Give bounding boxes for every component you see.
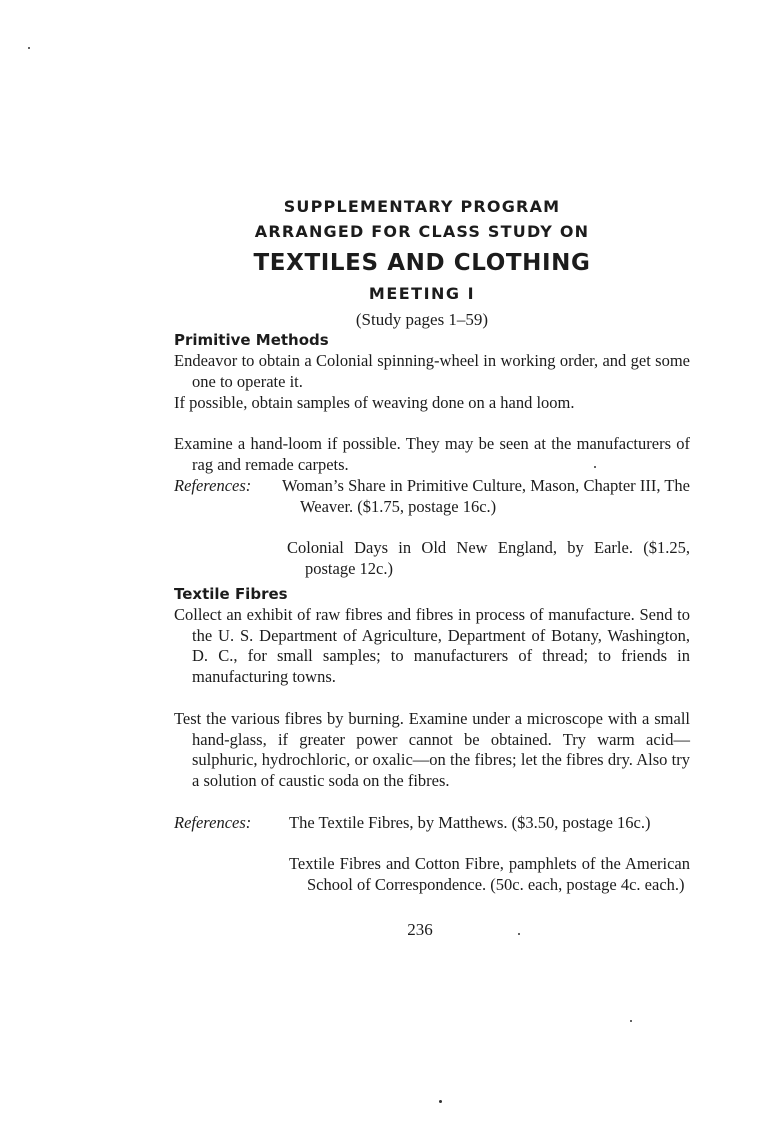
reference-item: The Textile Fibres, by Matthews. ($3.50, postage 16c.) (289, 813, 651, 832)
scan-speck (630, 1020, 632, 1022)
scan-speck (594, 466, 596, 468)
scan-speck (439, 1100, 442, 1103)
references-label: References: (174, 476, 252, 495)
section-heading-textile-fibres: Textile Fibres (174, 585, 288, 603)
page-title: TEXTILES AND CLOTHING (253, 250, 591, 276)
paragraph: Endeavor to obtain a Colonial spinning-wheel in working order, and get some one to operate it. (174, 351, 690, 391)
paragraph: If possible, obtain samples of weaving done on a hand loom. (174, 393, 575, 412)
reference-item: Textile Fibres and Cotton Fibre, pamphlets of the American School of Correspondence. (50c. each, postage 4c. each.) (289, 854, 690, 894)
paragraph: Test the various fibres by burning. Examine under a microscope with a small hand-glass, if greater power cannot be obtained. Try warm acid—sulphuric, hydrochloric, or oxalic—on the fibres; let the fibres dry. Also try a solution of caustic soda on the fibres. (174, 709, 690, 790)
section-heading-primitive-methods: Primitive Methods (174, 331, 329, 349)
program-heading: SUPPLEMENTARY PROGRAM (283, 197, 561, 216)
reference-item: Woman’s Share in Primitive Culture, Mason, Chapter III, The Weaver. ($1.75, postage 16c.) (282, 476, 690, 516)
references-label: References: (174, 813, 252, 832)
program-subheading: ARRANGED FOR CLASS STUDY ON (254, 222, 590, 241)
reference-item: Colonial Days in Old New England, by Earle. ($1.25, postage 12c.) (287, 538, 690, 578)
paragraph: Collect an exhibit of raw fibres and fibres in process of manufacture. Send to the U. S. Department of Agriculture, Department of Botany, Washington, D. C., for small samples; to manufacturers of thread; to friends in manufacturing towns. (174, 605, 690, 686)
meeting-heading: MEETING I (368, 284, 476, 303)
scan-speck (28, 47, 30, 49)
paragraph: Examine a hand-loom if possible. They may be seen at the manufacturers of rag and remade carpets. (174, 434, 690, 474)
page-number: 236 (407, 920, 433, 939)
scan-speck (518, 933, 520, 935)
study-pages-note: (Study pages 1–59) (355, 310, 489, 329)
